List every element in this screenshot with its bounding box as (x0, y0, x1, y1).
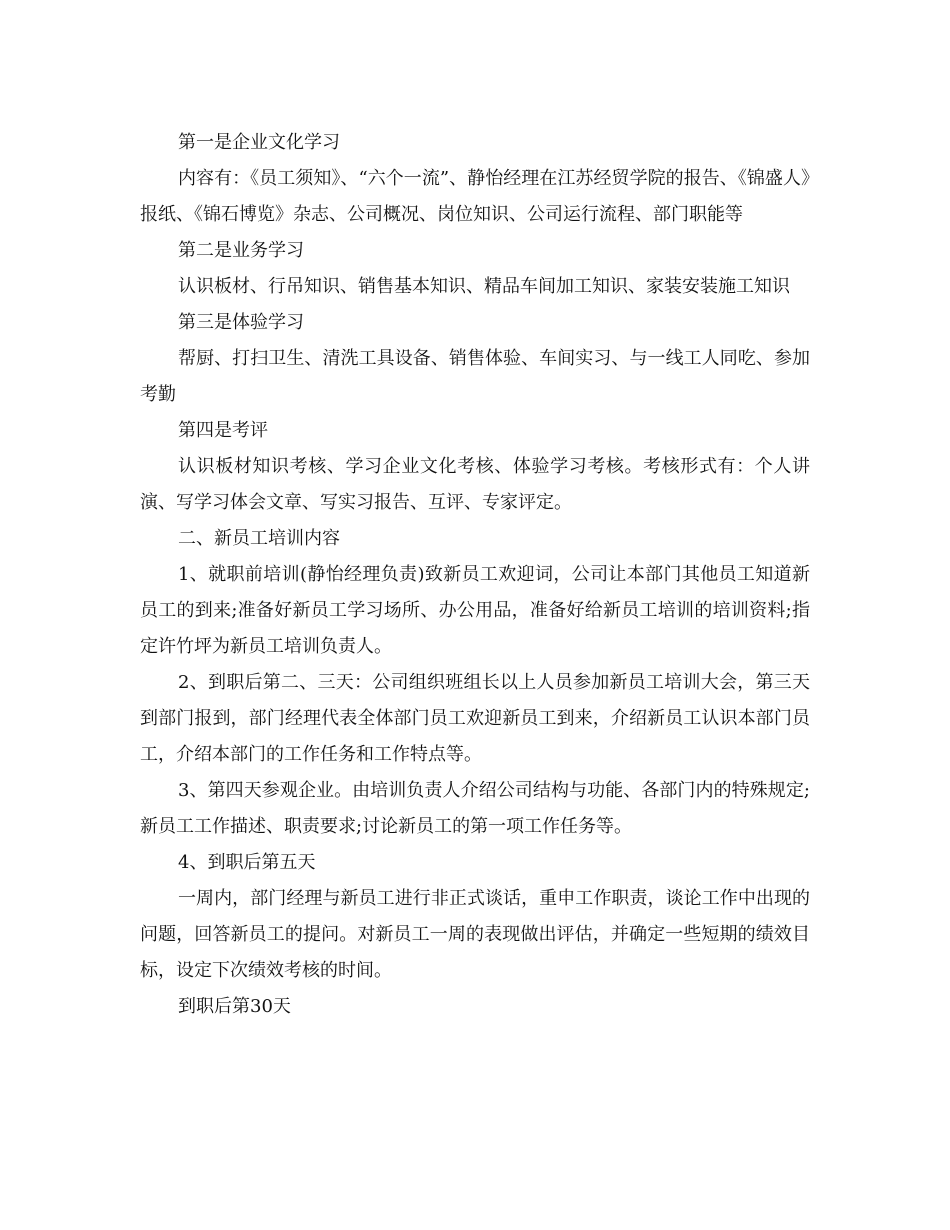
paragraph-item-3: 3、第四天参观企业。由培训负责人介绍公司结构与功能、各部门内的特殊规定;新员工工作描述、职责要求;讨论新员工的第一项工作任务等。 (140, 780, 810, 837)
paragraph-item-1: 1、就职前培训(静怡经理负责)致新员工欢迎词，公司让本部门其他员工知道新员工的到来;准备好新员工学习场所、办公用品，准备好给新员工培训的培训资料;指定许竹坪为新员工培训负责人。 (140, 564, 810, 657)
paragraph-week-one: 一周内，部门经理与新员工进行非正式谈话，重申工作职责，谈论工作中出现的问题，回答新员工的提问。对新员工一周的表现做出评估，并确定一些短期的绩效目标，设定下次绩效考核的时间。 (140, 888, 810, 981)
paragraph-business-content: 认识板材、行吊知识、销售基本知识、精品车间加工知识、家装安装施工知识 (178, 276, 790, 297)
section-heading-culture: 第一是企业文化学习 (178, 132, 340, 153)
paragraph-item-2: 2、到职后第二、三天：公司组织班组长以上人员参加新员工培训大会，第三天到部门报到，部门经理代表全体部门员工欢迎新员工到来，介绍新员工认识本部门员工，介绍本部门的工作任务和工作特点等。 (140, 672, 810, 765)
paragraph-day-30: 到职后第30天 (178, 996, 291, 1017)
paragraph-culture-content: 内容有：《员工须知》、“六个一流”、静怡经理在江苏经贸学院的报告、《锦盛人》报纸、《锦石博览》杂志、公司概况、岗位知识、公司运行流程、部门职能等 (140, 168, 810, 225)
paragraph-evaluation-content: 认识板材知识考核、学习企业文化考核、体验学习考核。考核形式有：个人讲演、写学习体会文章、写实习报告、互评、专家评定。 (140, 456, 810, 513)
section-heading-evaluation: 第四是考评 (178, 420, 268, 441)
paragraph-experience-content: 帮厨、打扫卫生、清洗工具设备、销售体验、车间实习、与一线工人同吃、参加考勤 (140, 348, 810, 405)
paragraph-item-4: 4、到职后第五天 (178, 852, 316, 873)
section-heading-training-content: 二、新员工培训内容 (178, 528, 340, 549)
section-heading-business: 第二是业务学习 (178, 240, 304, 261)
section-heading-experience: 第三是体验学习 (178, 312, 304, 333)
document-body (140, 125, 810, 1025)
